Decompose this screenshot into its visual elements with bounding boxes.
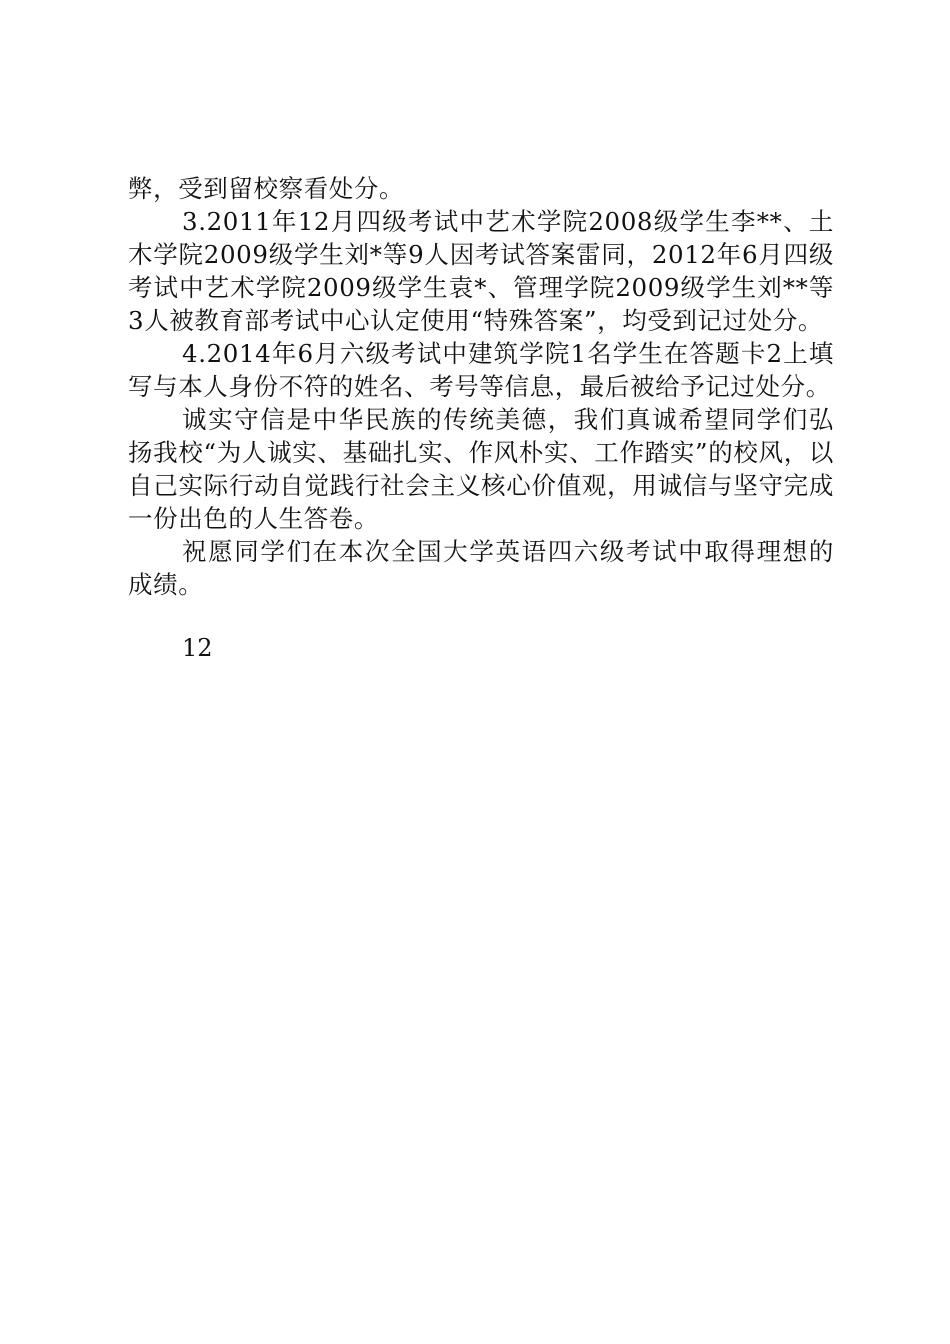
paragraph-4: 诚实守信是中华民族的传统美德，我们真诚希望同学们弘扬我校“为人诚实、基础扎实、作风朴实、工作踏实”的校风，以自己实际行动自觉践行社会主义核心价值观，用诚信与坚守完成一份出色的人生答卷。 (128, 405, 834, 533)
paragraph-1: 弊，受到留校察看处分。 (128, 174, 405, 203)
paragraph-3: 4.2014年6月六级考试中建筑学院1名学生在答题卡2上填写与本人身份不符的姓名、考号等信息，最后被给予记过处分。 (128, 339, 834, 401)
paragraph-2: 3.2011年12月四级考试中艺术学院2008级学生李**、土木学院2009级学生刘*等9人因考试答案雷同，2012年6月四级考试中艺术学院2009级学生袁*、管理学院2009级学生刘**等3人被教育部考试中心认定使用“特殊答案”，均受到记过处分。 (128, 207, 834, 335)
page-number: 12 (182, 634, 213, 662)
paragraph-5: 祝愿同学们在本次全国大学英语四六级考试中取得理想的成绩。 (128, 537, 834, 599)
document-body (128, 172, 834, 601)
